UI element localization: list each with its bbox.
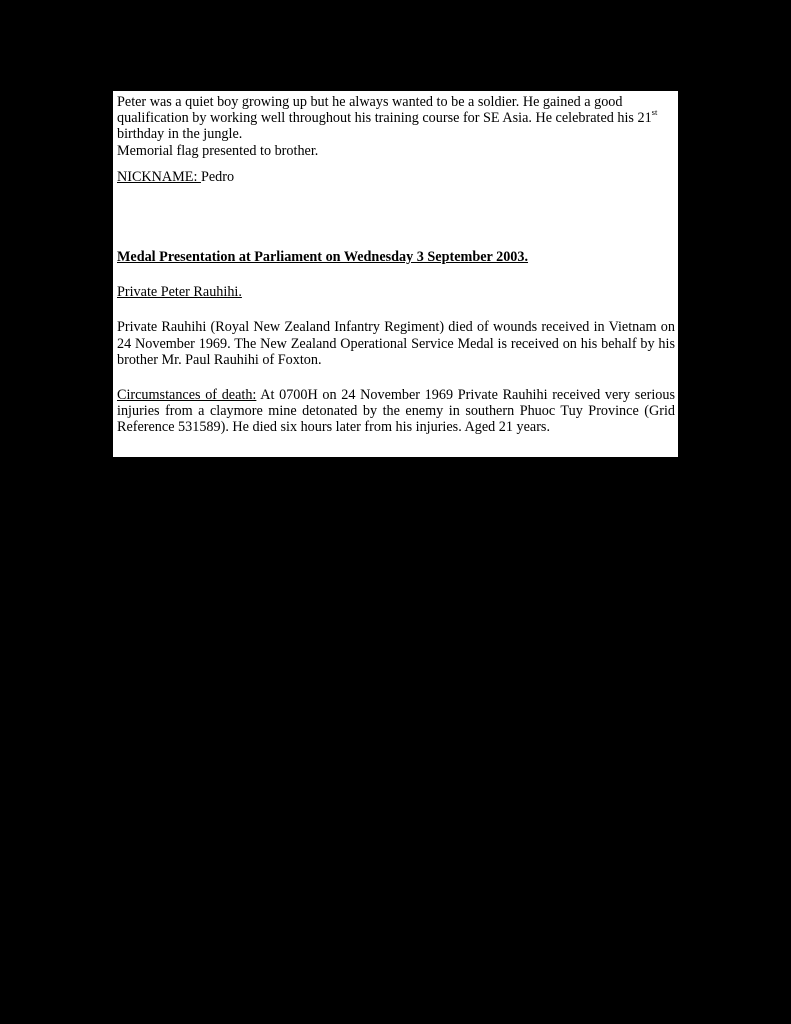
document-panel [113, 91, 678, 457]
intro-text-1: Peter was a quiet boy growing up but he always wanted to be a soldier. He gained a good qualification by working well throughout his training course for SE Asia. He celebrated his 21 [117, 94, 652, 127]
nickname-label: NICKNAME: [117, 168, 201, 185]
intro-paragraph [117, 94, 675, 143]
subject-name: Private Peter Rauhihi. [117, 284, 242, 301]
section-heading: Medal Presentation at Parliament on Wednesday 3 September 2003. [117, 249, 529, 266]
summary-paragraph: Private Rauhihi (Royal New Zealand Infantry Regiment) died of wounds received in Vietnam on 24 November 1969. The New Zealand Operational Service Medal is received on his behalf by his brother Mr. Paul Rauhihi of Foxton. [117, 319, 675, 368]
nickname-line [117, 169, 675, 185]
ordinal-suffix: st [651, 107, 658, 118]
circumstances-label: Circumstances of death: [117, 387, 257, 404]
intro-text-2: birthday in the jungle. [117, 126, 243, 143]
circumstances-paragraph [117, 387, 675, 436]
memorial-line: Memorial flag presented to brother. [117, 142, 319, 159]
circumstances-text: At 0700H on 24 November 1969 Private Rauhihi received very serious injuries from a claymore mine detonated by the enemy in southern Phuoc Tuy Province (Grid Reference 531589). He died six hours later from his injuries. Aged 21 years. [117, 387, 675, 436]
nickname-value: Pedro [200, 168, 235, 185]
